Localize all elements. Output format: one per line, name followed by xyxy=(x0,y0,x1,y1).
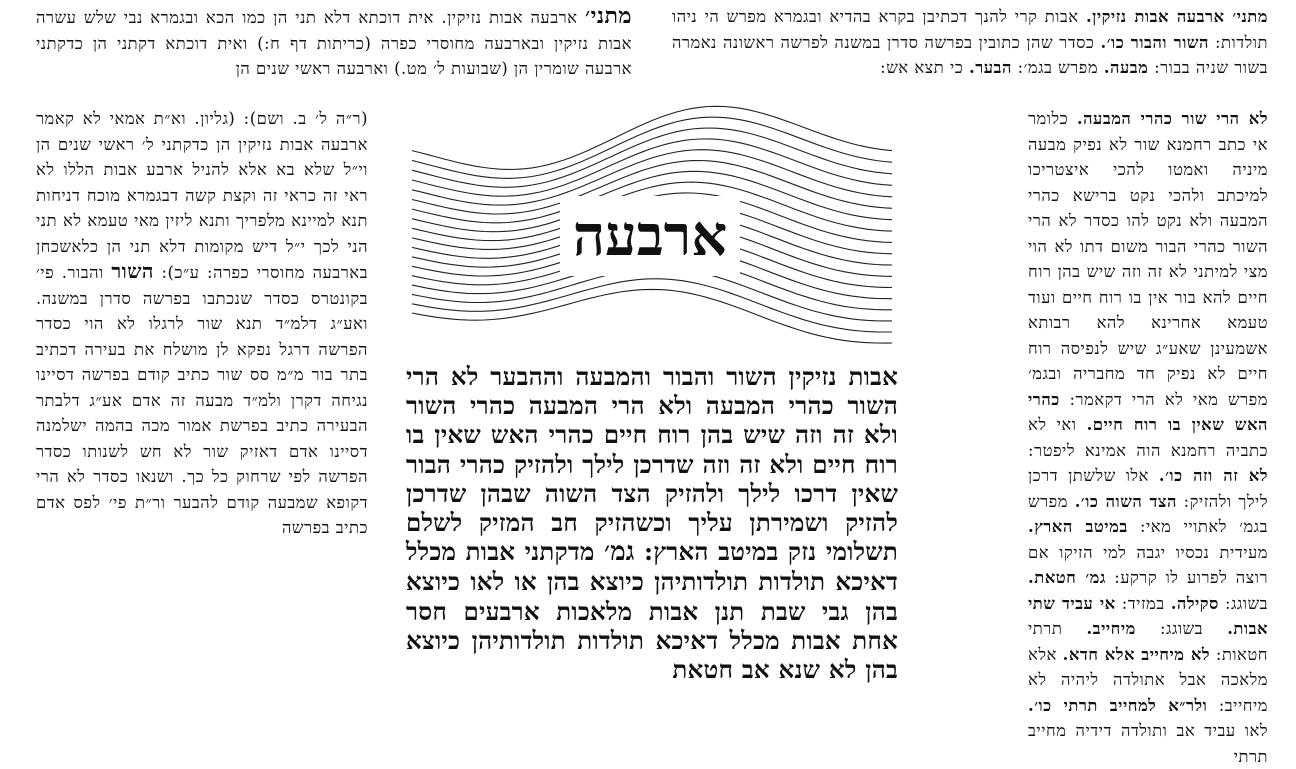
mishnah-text: לא הרי השור כהרי המבעה ולא הרי המבעה כהרי השור ולא זה וזה שיש בהן רוח חיים כהרי האש שאין בו רוח חיים ולא זה וזה שדרכן לילך ולהזיק כהרי הבור שאין דרכו לילך ולהזיק הצד השוה שבהן שדרכן להזיק ושמירתן עליך וכשהזיק חב המזיק לשלם תשלומי נזק במיטב הארץ: xyxy=(406,362,898,567)
wave-line xyxy=(412,289,892,343)
gemara-text: מדקתני אבות מכלל דאיכא תולדות תולדותיהן כיוצא בהן או לאו כיוצא בהן גבי שבת תנן אבות מלאכות ארבעים חסר אחת אבות מכלל דאיכא תולדות תולדותיהן כיוצא בהן לא שנא אב חטאת xyxy=(406,537,898,685)
opening-word: ארבעה xyxy=(560,196,740,276)
right-commentary-header: מתני׳ ארבעה אבות נזיקין. xyxy=(1085,7,1268,26)
left-commentary-top: מתני׳ ארבעה אבות נזיקין. אית דוכתא דלא תני הן כמו הכא ובגמרא נבי שלש עשרה אבות נזיקין ובארבעה מחוסרי כפרה (כריתות דף ח:) ואית דוכתא דקתני הן כדקתני ארבעה שומרין הן (שבועות ל׳ מט.) וארבעה ראשי שנים הן xyxy=(36,3,632,78)
wave-line xyxy=(412,117,892,178)
main-text-block xyxy=(406,362,898,729)
right-commentary-column: לא הרי שור כהרי המבעה. כלומר אי כתב רחמנא שור לא נפיק מבעה מיניה ואמטו להכי איצטריכו למיכתב ולהכי נקט ברישא כהרי המבעה ולא נקט להו כסדר לא הרי השור כהרי הבור משום דתו לא הוי מצי למיתני לא זה וזה שיש בהן רוח חיים להא בור אין בו רוח חיים ועוד טעמא אחרינא להא רבותא אשמעינן שאע״ג שיש לנפיסה רוח חיים לא נפיק חד מחבריה ובגמ׳ מפרש מאי לא הרי דקאמר: כהרי האש שאין בו רוח חיים. ואי לא כתביה רחמנא הוה אמינא ליפטר: לא זה וזה כו׳. אלו שלשתן דרכן לילך ולהזיק: הצד השוה כו׳. מפרש בגמ׳ לאתויי מאי: במיטב הארץ. מעידית נכסיו יגבה למי הזיקו אם רוצה לפרוע לו קרקע: גמ׳ חטאת. בשוגג: סקילה. במזיד: אי עביד שתי אבות. בשוגג: מיחייב. תרתי חטאות: לא מיחייב אלא חדא. אלא מלאכה אבל אתולדה ליהיה לא מיחייב: ולר״א למחייב תרתי כו׳. לאו עביד אב ותולדה דידיה מחייב תרתי xyxy=(1028,109,1269,766)
right-commentary: מתני׳ ארבעה אבות נזיקין. אבות קרי להנך דכתיבן בקרא בהדיא ובגמרא מפרש הי ניהו תולדות: השור והבור כו׳. כסדר שהן כתובין בפרשה סדרן במשנה לפרשה ראשונה נאמרה בשור שניה בבור: מבעה. מפרש בגמ׳: הבער. כי תצא אש: xyxy=(672,7,1268,77)
wave-line xyxy=(412,279,892,332)
mishnah-lead: אבות נזיקין השור והבור והמבעה וההבער xyxy=(490,362,898,391)
wave-line xyxy=(412,106,892,169)
left-commentary-column: (ר״ה ל׳ ב. ושם): (גליון. וא״ת אמאי לא קאמר ארבעה אבות נזיקין הן כדקתני ל׳ ראשי שנים הן וי״ל שלא בא אלא להניל ארבע אבות הללו לא ראי זה כראי זה וקצת קשה דבגמרא מוכח דניחות תנא למיינא מלפריך ותנא ליזין מאי טעמא לא תני הני לכך י״ל דיש מקומות דלא תני הן כלאשכחן בארבעה מחוסרי כפרה: ע״כ): השור והבור. פי׳ בקונטרס כסדר שנכתבו בפרשה סדרן במשנה. ואע״ג דלמ״ד תנא שור לרגלו לא הוי כסדר הפרשה דרגל נפקא לן מושלח את בעירה דכתיב בתר בור מ״מ סס שור כתיב קודם בפרשה דסיינו נגיחה דקרן ולמ״ד מבעה זה אדם אע״ג דלבתר הבעירה כתיב בפרשת אמור מכה בהמה ישלמנה דסיינו אדם דאזיק שור לא חש לשנותו כסדר הפרשה לפי שרחוק כל כך. ושנאו כסדר לא הרי דקופא שמבעה קודם להבער ור״ת פי׳ לפס אדם כתיב בפרשה xyxy=(36,109,368,537)
gemara-label: גמ׳ xyxy=(603,537,635,568)
left-commentary-header: מתני׳ xyxy=(585,3,632,29)
